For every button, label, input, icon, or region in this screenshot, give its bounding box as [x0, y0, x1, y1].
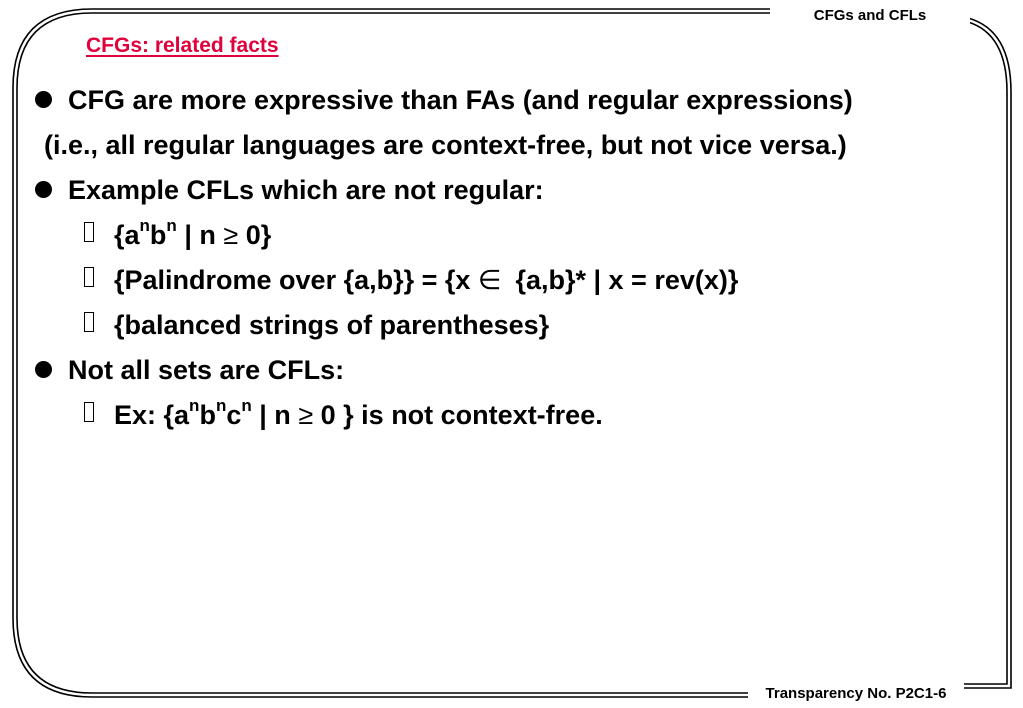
bullet-text: Not all sets are CFLs: — [68, 355, 345, 385]
sub-bullet-item — [34, 258, 999, 303]
element-of-symbol: ∈ — [477, 265, 502, 295]
slide-title: CFGs: related facts — [86, 34, 279, 57]
expr-anbncn: Ex: {$a^nb^nc^n$ | n ≥ 0 } is not context-free. — [114, 396, 603, 430]
bullet-item — [34, 168, 999, 213]
greater-equal-symbol: ≥ — [298, 400, 314, 430]
sub-bullet-item — [34, 213, 999, 258]
sub-bullet-text: {balanced strings of parentheses} — [114, 310, 550, 340]
sub-bullet-box-icon — [84, 402, 94, 422]
bullet-text: CFG are more expressive than FAs (and regular expressions) — [68, 85, 853, 115]
bullet-item — [34, 348, 999, 393]
bullet-dot-icon — [35, 91, 52, 108]
expr-palindrome: {Palindrome over {a,b}} = {x ∈ {a,b}* | x = rev(x)} — [114, 265, 739, 295]
bullet-dot-icon — [35, 361, 52, 378]
course-label: CFGs and CFLs — [770, 6, 970, 26]
greater-equal-symbol: ≥ — [223, 220, 239, 250]
bullet-continuation — [34, 123, 999, 168]
bullet-dot-icon — [35, 181, 52, 198]
sub-bullet-box-icon — [84, 222, 94, 242]
sub-bullet-box-icon — [84, 312, 94, 332]
sub-bullet-item — [34, 393, 999, 438]
expr-anbn: {$a^nb^n$ | n ≥ 0} — [114, 216, 272, 250]
slide-content — [34, 78, 999, 438]
bullet-continuation-text: (i.e., all regular languages are context-free, but not vice versa.) — [44, 130, 847, 160]
bullet-text: Example CFLs which are not regular: — [68, 175, 544, 205]
sub-bullet-item — [34, 303, 999, 348]
sub-bullet-box-icon — [84, 267, 94, 287]
transparency-number: Transparency No. P2C1-6 — [748, 684, 964, 704]
bullet-item — [34, 78, 999, 123]
